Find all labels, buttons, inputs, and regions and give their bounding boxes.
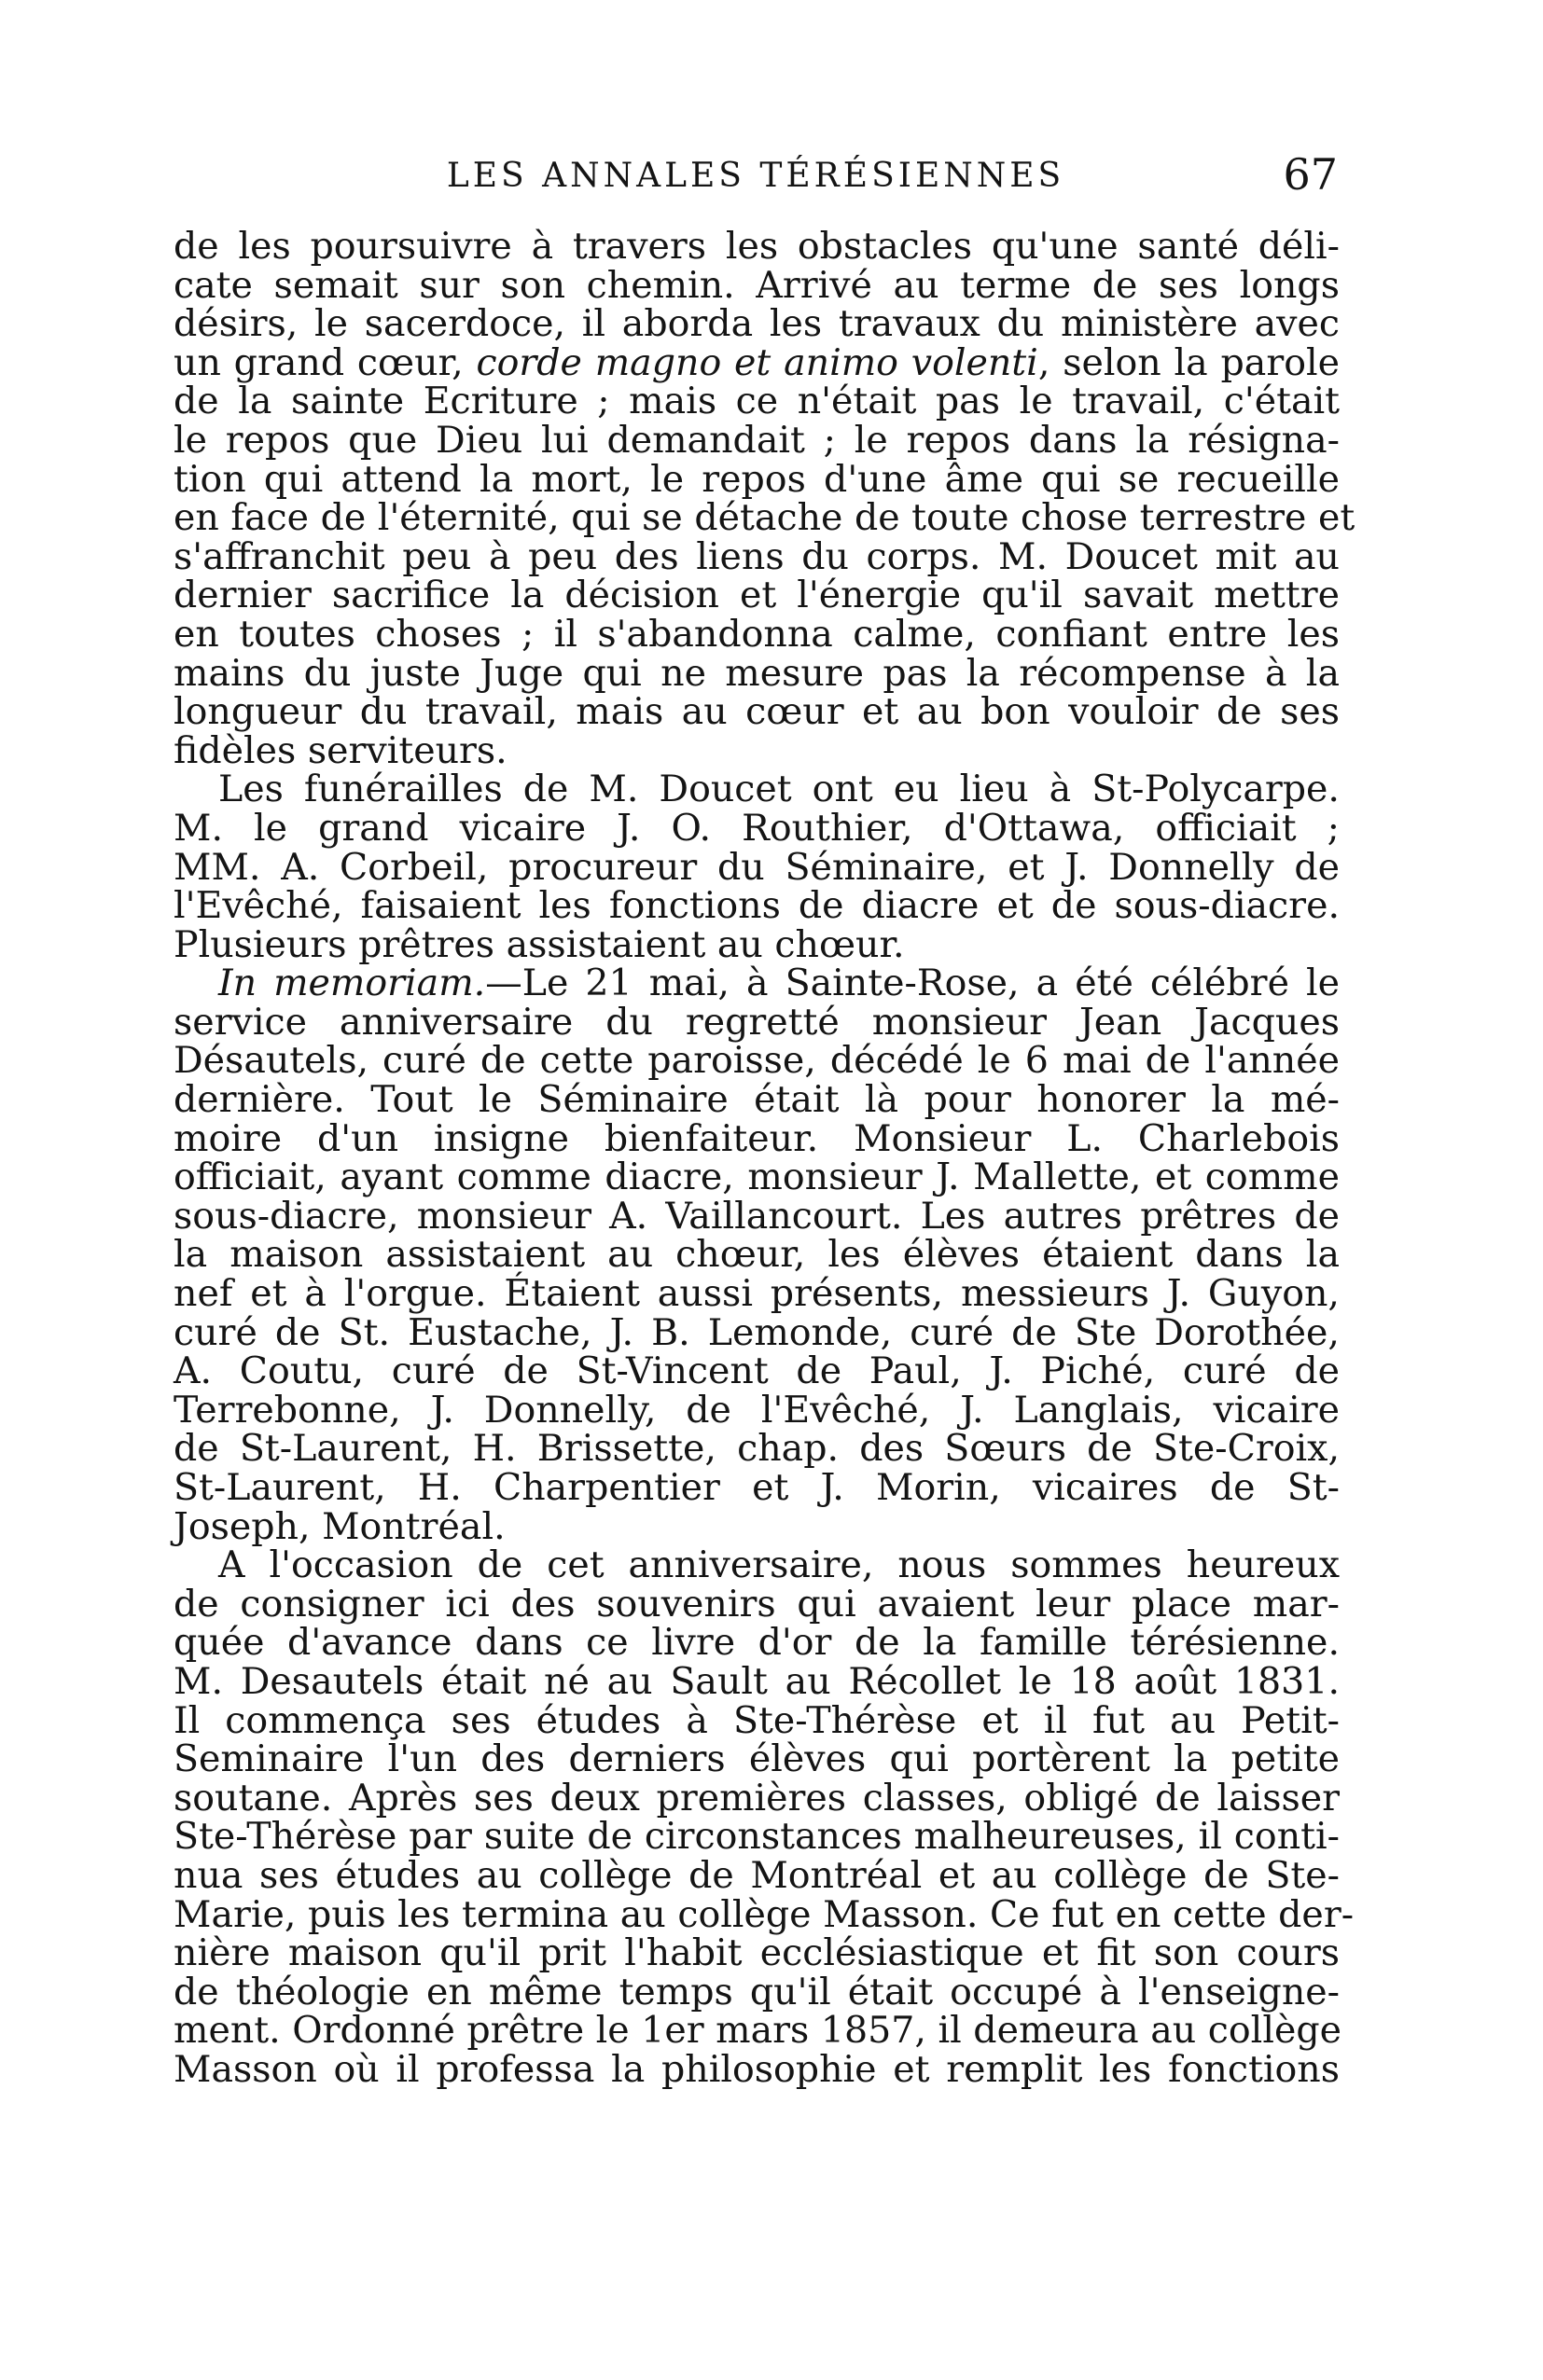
text-line: de consigner ici des souvenirs qui avaient leur place mar-: [174, 1582, 1340, 1626]
text-line: nef et à l'orgue. Étaient aussi présents, messieurs J. Guyon,: [174, 1272, 1340, 1316]
text-line: Joseph, Montréal.: [174, 1504, 506, 1548]
paragraph-in-memoriam: [174, 964, 1340, 1546]
text-line: Il commença ses études à Ste-Thérèse et il fut au Petit-: [174, 1698, 1340, 1742]
paragraph-doucet-close: [174, 225, 1355, 772]
text-line: curé de St. Eustache, J. B. Lemonde, curé de Ste Dorothée,: [174, 1310, 1340, 1354]
text-line: en face de l'éternité, qui se détache de toute chose terrestre et: [174, 496, 1355, 540]
text-line: dernière. Tout le Séminaire était là pour honorer la mé-: [174, 1078, 1340, 1122]
text-line: Les funérailles de M. Doucet ont eu lieu à St-Polycarpe.: [218, 768, 1340, 811]
body-text: [174, 225, 1355, 2091]
text-run: , selon la parole: [1037, 340, 1340, 384]
text-line: A. Coutu, curé de St-Vincent de Paul, J. Piché, curé de: [174, 1349, 1340, 1393]
text-line: Seminaire l'un des derniers élèves qui portèrent la petite: [174, 1737, 1340, 1781]
text-line: Désautels, curé de cette paroisse, décédé le 6 mai de l'année: [174, 1039, 1340, 1083]
text-line: tion qui attend la mort, le repos d'une âme qui se recueille: [174, 457, 1340, 501]
text-line: A l'occasion de cet anniversaire, nous sommes heureux: [218, 1543, 1340, 1587]
text-line: Marie, puis les termina au collège Masson. Ce fut en cette der-: [174, 1892, 1355, 1936]
text-line: la maison assistaient au chœur, les élèves étaient dans la: [174, 1233, 1340, 1277]
text-run: un grand cœur,: [174, 340, 477, 384]
text-line: MM. A. Corbeil, procureur du Séminaire, et J. Donnelly de: [174, 845, 1340, 889]
text-line: nua ses études au collège de Montréal et au collège de Ste-: [174, 1853, 1340, 1897]
text-line: M. le grand vicaire J. O. Routhier, d'Ottawa, officiait ;: [174, 806, 1340, 850]
running-head: [174, 149, 1338, 213]
text-line: quée d'avance dans ce livre d'or de la famille térésienne.: [174, 1621, 1340, 1665]
text-line: longueur du travail, mais au cœur et au bon vouloir de ses: [174, 690, 1340, 734]
text-line: sous-diacre, monsieur A. Vaillancourt. Les autres prêtres de: [174, 1194, 1340, 1238]
text-line: s'affranchit peu à peu des liens du corps. M. Doucet mit au: [174, 534, 1340, 578]
text-line: désirs, le sacerdoce, il aborda les travaux du ministère avec: [174, 302, 1340, 346]
text-line: nière maison qu'il prit l'habit ecclésiastique et fit son cours: [174, 1931, 1340, 1975]
text-line: de théologie en même temps qu'il était occupé à l'enseigne-: [174, 1970, 1340, 2013]
text-line: Ste-Thérèse par suite de circonstances malheureuses, il conti-: [174, 1815, 1340, 1859]
text-line: fidèles serviteurs.: [174, 728, 507, 772]
text-line: de St-Laurent, H. Brissette, chap. des Sœurs de Ste-Croix,: [174, 1427, 1340, 1471]
text-line: officiait, ayant comme diacre, monsieur J. Mallette, et comme: [174, 1155, 1340, 1199]
text-line: le repos que Dieu lui demandait ; le repos dans la résigna-: [174, 418, 1340, 462]
page-number: 67: [1283, 149, 1338, 200]
text-line: Masson où il professa la philosophie et remplit les fonctions: [174, 2047, 1340, 2091]
text-line: mains du juste Juge qui ne mesure pas la récompense à la: [174, 651, 1340, 695]
text-run: —Le 21 mai, à Sainte-Rose, a été célébré le: [485, 962, 1341, 1005]
text-line: cate semait sur son chemin. Arrivé au terme de ses longs: [174, 263, 1340, 307]
text-line: de les poursuivre à travers les obstacles qu'une santé déli-: [174, 225, 1340, 268]
text-line: soutane. Après ses deux premières classes, obligé de laisser: [174, 1776, 1340, 1820]
text-line: Plusieurs prêtres assistaient au chœur.: [174, 922, 905, 966]
text-line: de la sainte Ecriture ; mais ce n'était pas le travail, c'était: [174, 380, 1340, 423]
text-line: moire d'un insigne bienfaiteur. Monsieur L. Charlebois: [174, 1116, 1340, 1160]
paragraph-desautels: [174, 1543, 1355, 2091]
text-line: M. Desautels était né au Sault au Récollet le 18 août 1831.: [174, 1659, 1340, 1703]
section-lead: In memoriam.: [218, 962, 486, 1005]
text-line: dernier sacrifice la décision et l'énergie qu'il savait mettre: [174, 574, 1340, 617]
text-line-with-italic: [174, 340, 1340, 384]
text-line-with-italic: [174, 964, 1340, 1003]
paragraph-funerailles: [174, 770, 1340, 964]
text-line: l'Evêché, faisaient les fonctions de diacre et de sous-diacre.: [174, 884, 1340, 928]
text-line: St-Laurent, H. Charpentier et J. Morin, vicaires de St-: [174, 1466, 1340, 1509]
latin-quote: corde magno et animo volenti: [476, 340, 1038, 384]
text-line: service anniversaire du regretté monsieur Jean Jacques: [174, 1000, 1340, 1044]
text-line: Terrebonne, J. Donnelly, de l'Evêché, J. Langlais, vicaire: [174, 1388, 1340, 1432]
running-title: LES ANNALES TÉRÉSIENNES: [446, 157, 1065, 195]
text-line: ment. Ordonné prêtre le 1er mars 1857, il demeura au collège: [174, 2009, 1341, 2053]
text-line: en toutes choses ; il s'abandonna calme, confiant entre les: [174, 612, 1340, 656]
